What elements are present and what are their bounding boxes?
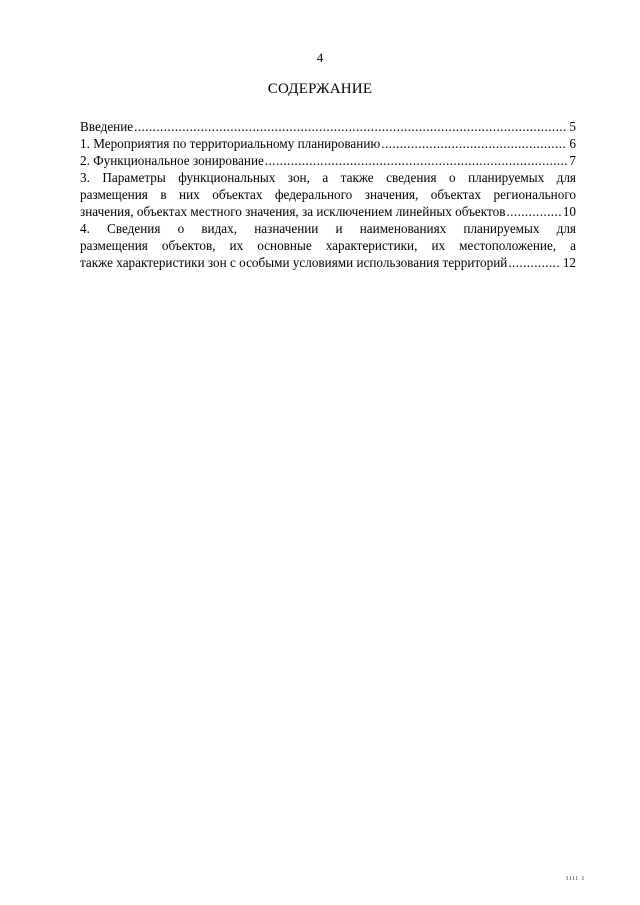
page-number: 4 <box>316 50 324 65</box>
page-title: СОДЕРЖАНИЕ <box>267 81 373 97</box>
dot-leader <box>381 135 567 152</box>
footer-scan-mark: ıııı ı <box>566 873 586 882</box>
toc-entry-line: 3. Параметры функциональных зон, а также сведения о планируемых для <box>80 170 576 185</box>
toc-entry-label: Введение <box>80 119 134 134</box>
dot-leader <box>506 203 560 220</box>
dot-leader <box>265 152 568 169</box>
toc-entry-introduction[interactable] <box>80 118 576 135</box>
dot-leader <box>508 254 561 271</box>
dot-leader <box>134 118 567 135</box>
toc-entry-page: 12 <box>562 255 576 270</box>
toc-entry-line: также характеристики зон с особыми условиями использования территорий <box>80 255 508 270</box>
toc-entry-line: размещения объектов, их основные характеристики, их местоположение, а <box>80 238 576 253</box>
toc-entry-page: 5 <box>569 119 576 134</box>
toc-entry-line: значения, объектах местного значения, за исключением линейных объектов <box>80 204 506 219</box>
toc-entry-line: 4. Сведения о видах, назначении и наименованиях планируемых для <box>80 221 576 236</box>
toc-entry-2[interactable] <box>80 152 576 169</box>
toc-entry-4[interactable] <box>80 220 576 271</box>
toc-entry-label: 1. Мероприятия по территориальному планированию <box>80 136 381 151</box>
toc-entry-page: 10 <box>562 204 576 219</box>
toc-entry-label: 2. Функциональное зонирование <box>80 153 264 168</box>
toc-entry-line: размещения в них объектах федерального значения, объектах регионального <box>80 187 576 202</box>
table-of-contents <box>80 118 576 271</box>
toc-entry-page: 7 <box>569 153 576 168</box>
toc-entry-3[interactable] <box>80 169 576 220</box>
toc-entry-page: 6 <box>569 136 576 151</box>
toc-entry-1[interactable] <box>80 135 576 152</box>
